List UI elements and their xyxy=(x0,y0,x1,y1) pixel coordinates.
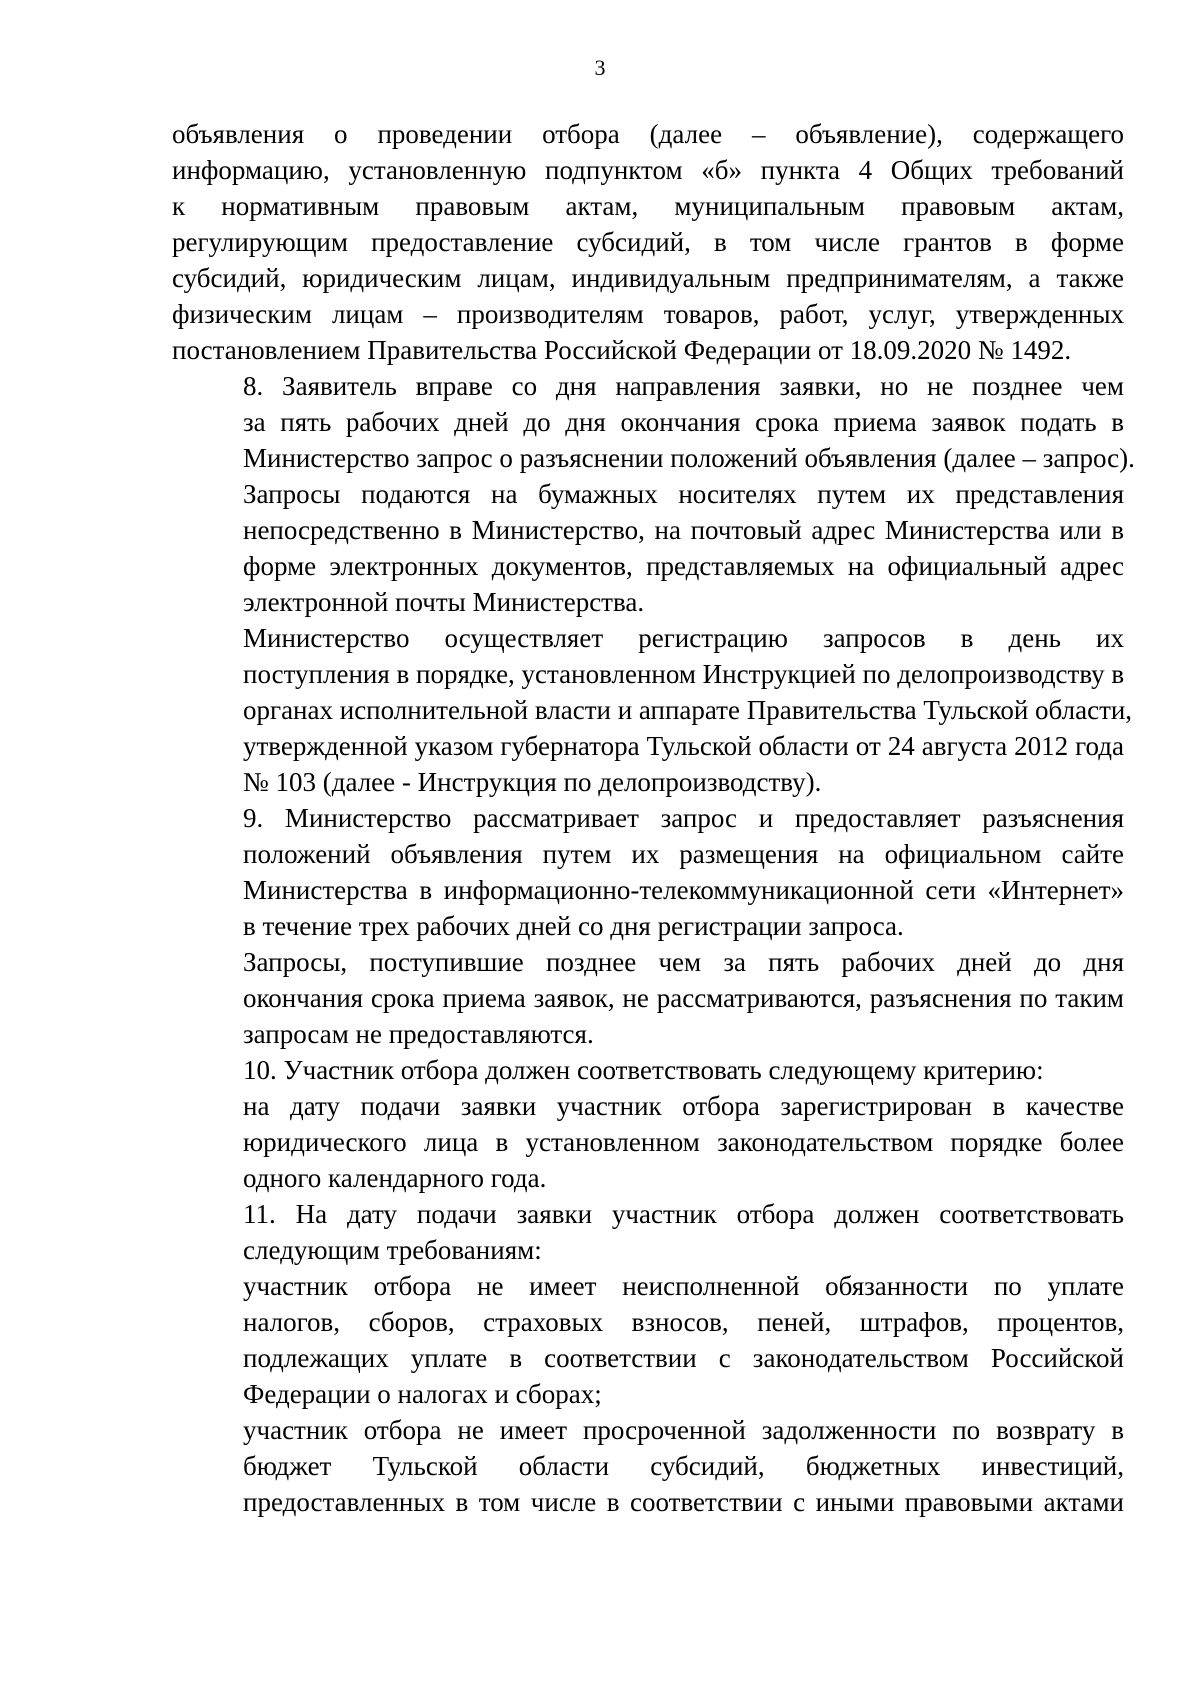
text-line: окончания срока приема заявок, не рассматриваются, разъяснения по таким xyxy=(243,983,1124,1013)
paragraph xyxy=(172,944,1124,1052)
text-line: 8. Заявитель вправе со дня направления заявки, но не позднее чем xyxy=(243,371,1124,401)
paragraph xyxy=(172,116,1124,368)
text-line: участник отбора не имеет просроченной задолженности по возврату в xyxy=(243,1415,1124,1445)
text-line: юридического лица в установленном законодательством порядке более xyxy=(243,1127,1124,1157)
text-line: органах исполнительной власти и аппарате Правительства Тульской области, xyxy=(243,695,1133,725)
text-line: информацию, установленную подпунктом «б» пункта 4 Общих требований xyxy=(172,155,1124,185)
page-number: 3 xyxy=(594,55,606,80)
text-line: Министерство запрос о разъяснении положений объявления (далее – запрос). xyxy=(243,443,1135,473)
text-line: физическим лицам – производителям товаров, работ, услуг, утвержденных xyxy=(172,299,1124,329)
text-line: Министерство осуществляет регистрацию запросов в день их xyxy=(243,623,1124,653)
text-line: объявления о проведении отбора (далее – объявление), содержащего xyxy=(172,119,1124,149)
text-line: следующим требованиям: xyxy=(243,1235,542,1265)
document-body xyxy=(172,116,1135,1520)
text-line: Запросы подаются на бумажных носителях путем их представления xyxy=(243,479,1124,509)
paragraph xyxy=(172,368,1135,620)
paragraph xyxy=(172,1412,1124,1520)
paragraph xyxy=(172,1088,1124,1196)
text-line: постановлением Правительства Российской Федерации от 18.09.2020 № 1492. xyxy=(172,335,1072,365)
text-line: к нормативным правовым актам, муниципальным правовым актам, xyxy=(172,191,1124,221)
text-line: форме электронных документов, представляемых на официальный адрес xyxy=(243,551,1124,581)
text-line: 10. Участник отбора должен соответствовать следующему критерию: xyxy=(243,1055,1044,1085)
text-line: на дату подачи заявки участник отбора зарегистрирован в качестве xyxy=(243,1091,1124,1121)
text-line: поступления в порядке, установленном Инструкцией по делопроизводству в xyxy=(243,659,1125,689)
text-line: непосредственно в Министерство, на почтовый адрес Министерства или в xyxy=(243,515,1124,545)
text-line: за пять рабочих дней до дня окончания срока приема заявок подать в xyxy=(243,407,1124,437)
text-line: участник отбора не имеет неисполненной обязанности по уплате xyxy=(243,1271,1124,1301)
text-line: Запросы, поступившие позднее чем за пять рабочих дней до дня xyxy=(243,947,1124,977)
paragraph xyxy=(172,800,1124,944)
text-line: в течение трех рабочих дней со дня регистрации запроса. xyxy=(243,911,904,941)
text-line: бюджет Тульской области субсидий, бюджетных инвестиций, xyxy=(243,1451,1124,1481)
text-line: № 103 (далее - Инструкция по делопроизводству). xyxy=(243,767,822,797)
text-line: положений объявления путем их размещения на официальном сайте xyxy=(243,839,1124,869)
text-line: Федерации о налогах и сборах; xyxy=(243,1379,602,1409)
text-line: подлежащих уплате в соответствии с законодательством Российской xyxy=(243,1343,1124,1373)
paragraph xyxy=(172,620,1133,800)
text-line: субсидий, юридическим лицам, индивидуальным предпринимателям, а также xyxy=(172,263,1124,293)
paragraph xyxy=(172,1196,1124,1268)
text-line: электронной почты Министерства. xyxy=(243,587,645,617)
text-line: утвержденной указом губернатора Тульской области от 24 августа 2012 года xyxy=(243,731,1124,761)
paragraph xyxy=(172,1052,1124,1088)
paragraph xyxy=(172,1268,1124,1412)
text-line: предоставленных в том числе в соответствии с иными правовыми актами xyxy=(243,1487,1124,1517)
text-line: налогов, сборов, страховых взносов, пеней, штрафов, процентов, xyxy=(243,1307,1124,1337)
text-line: 11. На дату подачи заявки участник отбора должен соответствовать xyxy=(243,1199,1124,1229)
text-line: 9. Министерство рассматривает запрос и предоставляет разъяснения xyxy=(243,803,1124,833)
text-line: Министерства в информационно-телекоммуникационной сети «Интернет» xyxy=(243,875,1124,905)
text-line: регулирующим предоставление субсидий, в том числе грантов в форме xyxy=(172,227,1124,257)
text-line: одного календарного года. xyxy=(243,1163,547,1193)
text-line: запросам не предоставляются. xyxy=(243,1019,594,1049)
